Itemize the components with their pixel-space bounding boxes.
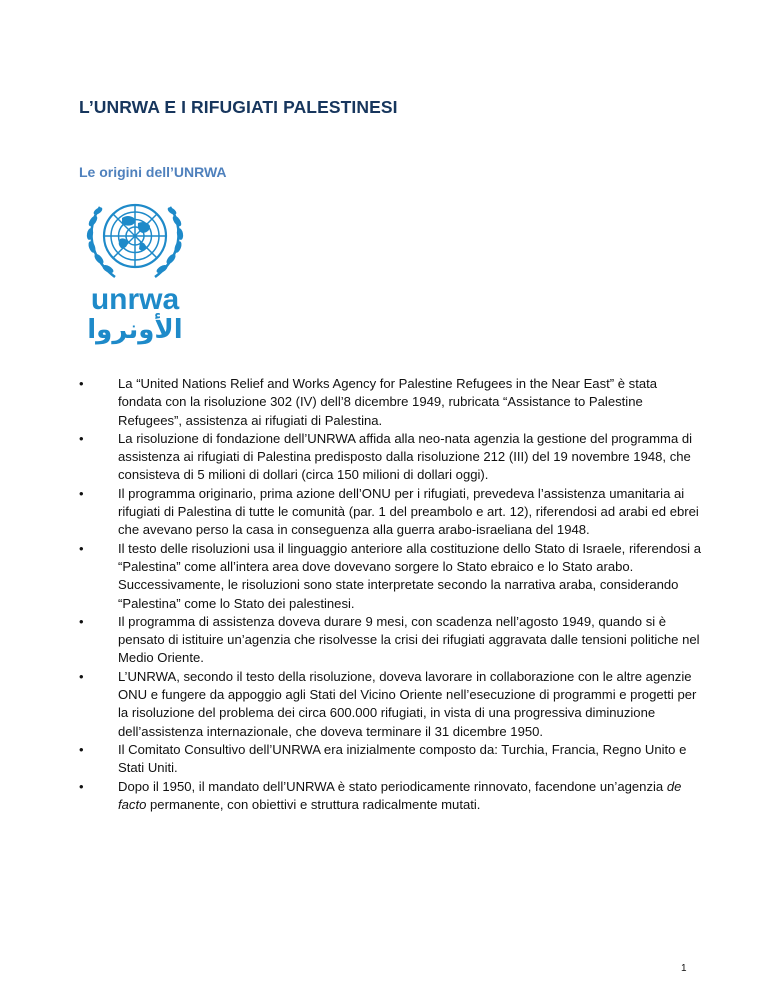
list-item xyxy=(79,741,704,778)
bullet-text: La “United Nations Relief and Works Agency for Palestine Refugees in the Near East” è stata fondata con la risoluzione 302 (IV) dell’8 dicembre 1949, rubricata “Assistance to Palestine Refugees”, assistenza ai rifugiati di Palestina. xyxy=(118,376,658,428)
bullet-text: L’UNRWA, secondo il testo della risoluzione, doveva lavorare in collaborazione con le altre agenzie ONU e fungere da appoggio agli Stati del Vicino Oriente nell’esecuzione di programmi e progetti per la risoluzione del problema dei circa 600.000 rifugiati, in vista di una progressiva diminuzione dell’assistenza internazionale, che doveva terminare il 31 dicembre 1950. xyxy=(118,668,697,739)
unrwa-logo xyxy=(80,187,190,345)
bullet-icon: • xyxy=(79,430,84,446)
bullet-icon: • xyxy=(79,485,84,501)
list-item xyxy=(79,540,704,613)
bullet-text-italic: de facto xyxy=(118,778,682,812)
page-number: 1 xyxy=(681,963,687,974)
un-emblem-icon xyxy=(80,187,190,345)
bullet-text-before: Dopo il 1950, il mandato dell’UNRWA è stato periodicamente rinnovato, facendone un’agenzia xyxy=(118,778,667,794)
list-item xyxy=(79,613,704,668)
bullet-icon: • xyxy=(79,540,84,556)
bullet-text: Il programma di assistenza doveva durare 9 mesi, con scadenza nell’agosto 1949, quando si è pensato di istituire un’agenzia che risolvesse la crisi dei rifugiati aggravata dalle tensioni politiche nel Medio Oriente. xyxy=(118,613,700,666)
logo-latin-text: unrwa xyxy=(90,283,180,316)
bullet-text: Il programma originario, prima azione dell’ONU per i rifugiati, prevedeva l’assistenza umanitaria ai rifugiati di Palestina di tutte le comunità (par. 1 del preambolo e art. 12), riferendosi ad arabi ed ebrei che avevano perso la casa in conseguenza alla guerra arabo-israeliana del 1948. xyxy=(118,485,699,538)
bullet-text-after: permanente, con obiettivi e struttura radicalmente mutati. xyxy=(146,796,481,812)
list-item xyxy=(79,778,704,815)
bullet-icon: • xyxy=(79,778,84,794)
logo-arabic-text: الأونروا xyxy=(87,315,183,345)
bullet-list xyxy=(79,375,704,814)
bullet-icon: • xyxy=(79,668,84,684)
list-item xyxy=(79,668,704,741)
section-heading: Le origini dell’UNRWA xyxy=(79,164,227,180)
list-item xyxy=(79,430,704,485)
bullet-text: Il Comitato Consultivo dell’UNRWA era inizialmente composto da: Turchia, Francia, Regno Unito e Stati Uniti. xyxy=(118,741,687,776)
document-title: L’UNRWA E I RIFUGIATI PALESTINESI xyxy=(79,97,398,117)
bullet-icon: • xyxy=(79,376,84,391)
bullet-text: La risoluzione di fondazione dell’UNRWA affida alla neo-nata agenzia la gestione del programma di assistenza ai rifugiati di Palestina predisposto dalla risoluzione 212 (III) del 19 novembre 1948, che consisteva di 5 milioni di dollari (circa 150 milioni di dollari oggi). xyxy=(118,430,693,483)
bullet-icon: • xyxy=(79,613,84,629)
bullet-icon: • xyxy=(79,741,84,757)
list-item xyxy=(79,375,704,430)
list-item xyxy=(79,485,704,540)
bullet-text: Il testo delle risoluzioni usa il linguaggio anteriore alla costituzione dello Stato di Israele, riferendosi a “Palestina” come all’intera area dove dovevano sorgere lo Stato ebraico e lo Stato arabo. Successivamente, le risoluzioni sono state interpretate secondo la narrativa araba, considerando “Palestina” come lo Stato dei palestinesi. xyxy=(118,540,702,611)
